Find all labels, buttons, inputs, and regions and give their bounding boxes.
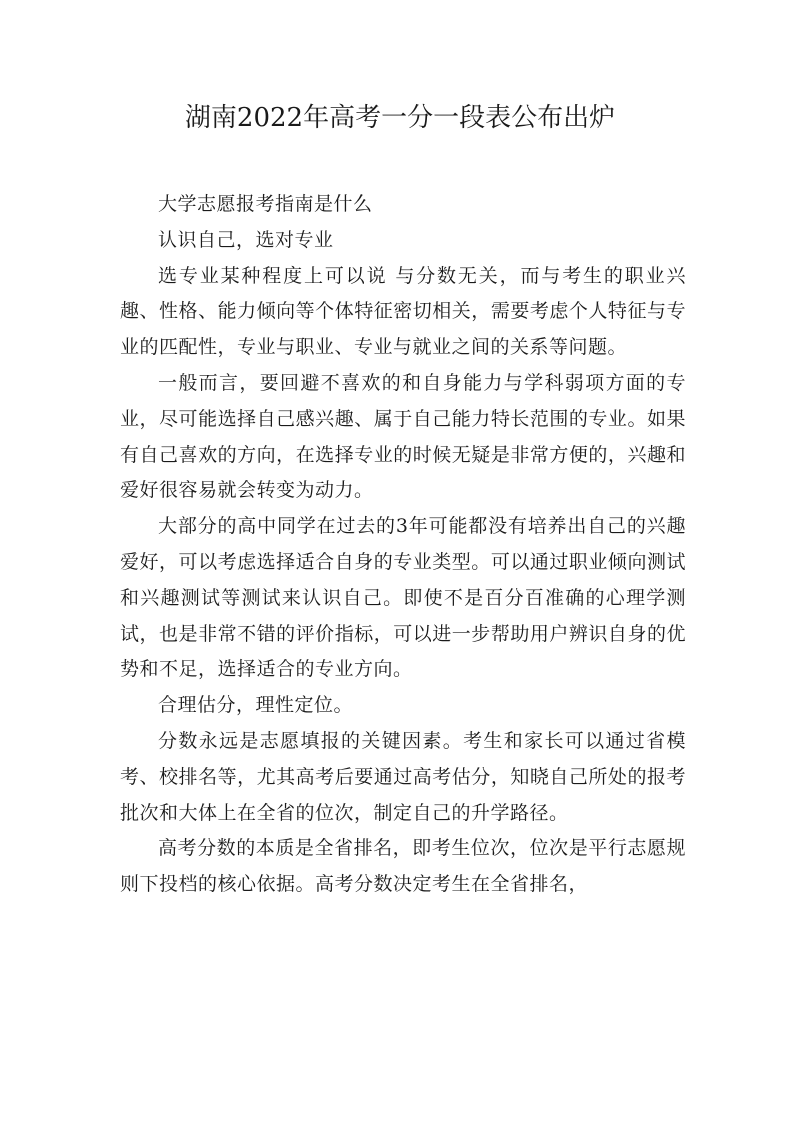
paragraph-know-yourself: 认识自己，选对专业 xyxy=(158,228,334,251)
paragraph-guide-heading: 大学志愿报考指南是什么 xyxy=(158,193,373,215)
paragraph-major-selection: 选专业某种程度上可以说 与分数无关，而与考生的职业兴趣、性格、能力倾向等个体特征密切相关，需要考虑个人特征与专业的匹配性，专业与职业、专业与就业之间的关系等问题。 xyxy=(120,264,686,359)
paragraph-interest-testing: 大部分的高中同学在过去的3年可能都没有培养出自己的兴趣爱好，可以考虑选择适合自身的专业类型。可以通过职业倾向测试和兴趣测试等测试来认识自己。即使不是百分百准确的心理学测试，也是非常不错的评价指标，可以进一步帮助用户辨识自身的优势和不足，选择适合的专业方向。 xyxy=(120,515,686,681)
paragraph-score-key-factor: 分数永远是志愿填报的关键因素。考生和家长可以通过省模考、校排名等，尤其高考后要通过高考估分，知晓自己所处的报考批次和大体上在全省的位次，制定自己的升学路径。 xyxy=(120,729,686,824)
paragraph-avoid-weakness: 一般而言，要回避不喜欢的和自身能力与学科弱项方面的专业，尽可能选择自己感兴趣、属于自己能力特长范围的专业。如果有自己喜欢的方向，在选择专业的时候无疑是非常方便的，兴趣和爱好很容易就会转变为动力。 xyxy=(120,371,686,502)
paragraph-ranking: 高考分数的本质是全省排名，即考生位次，位次是平行志愿规则下投档的核心依据。高考分数决定考生在全省排名， xyxy=(120,837,686,896)
document-body xyxy=(120,187,686,903)
paragraph-score-estimation: 合理估分，理性定位。 xyxy=(158,694,354,717)
document-title: 湖南2022年高考一分一段表公布出炉 xyxy=(184,103,616,133)
